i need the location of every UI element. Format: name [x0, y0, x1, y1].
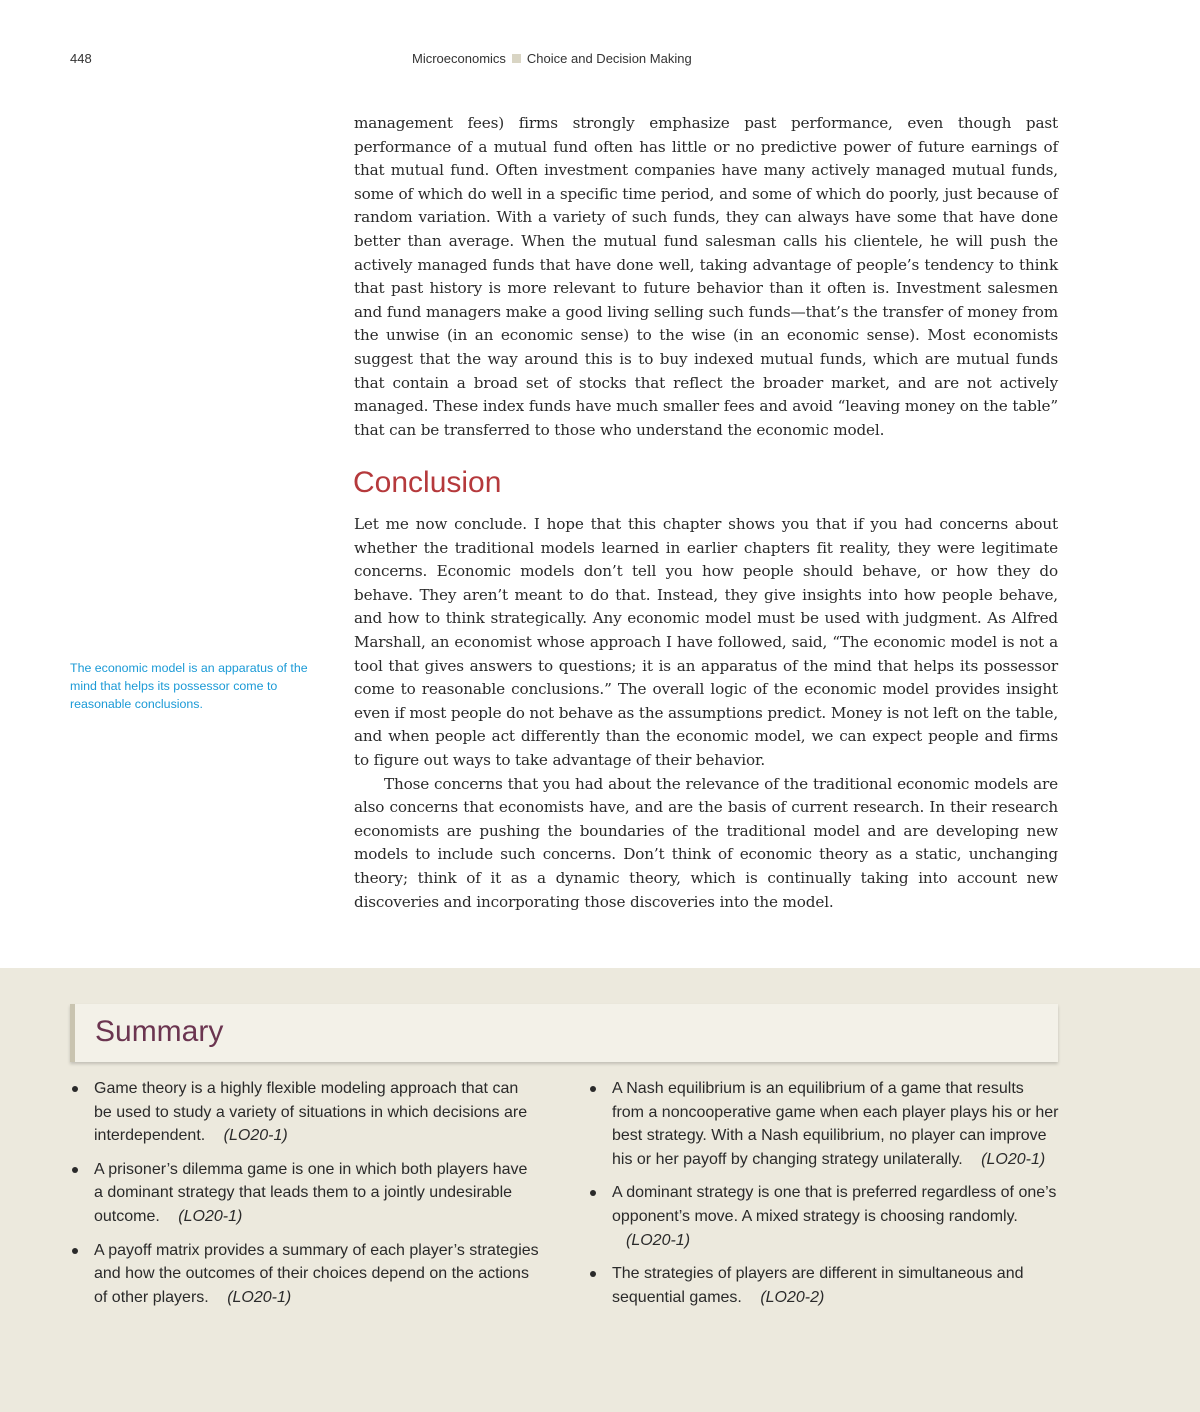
summary-item	[70, 1239, 540, 1310]
learning-objective: (LO20-1)	[178, 1207, 243, 1225]
summary-item-text: A payoff matrix provides a summary of each player’s strategies and how the outcomes of their choices depend on the actions of other players.	[94, 1241, 539, 1306]
chapter-title: Choice and Decision Making	[526, 51, 692, 66]
margin-note: The economic model is an apparatus of the mind that helps its possessor come to reasonable conclusions.	[70, 661, 308, 711]
summary-item-text: A dominant strategy is one that is preferred regardless of one’s opponent’s move. A mixed strategy is choosing randomly.	[612, 1184, 1057, 1225]
summary-item-text: Game theory is a highly flexible modeling approach that can be used to study a variety of situations in which decisions are interdependent.	[94, 1080, 528, 1145]
learning-objective: (LO20-1)	[227, 1288, 292, 1306]
conclusion-paragraph-2: Those concerns that you had about the relevance of the traditional economic models are also concerns that economists have, and are the basis of current research. In their research economists are pushing the boundaries of the traditional model and are developing new models to include such concerns. Don’t think of economic theory as a static, unchanging theory; think of it as a dynamic theory, which is continually taking into account new discoveries and incorporating those discoveries into the model.	[354, 774, 1058, 911]
summary-title: Summary	[95, 1015, 224, 1048]
conclusion-paragraph-1: Let me now conclude. I hope that this chapter shows you that if you had concerns about whether the traditional models learned in earlier chapters fit reality, they were legitimate concerns. Economic models don’t tell you how people should behave, or how they do behave. They aren’t meant to do that. Instead, they give insights into how people behave, and how to think strategically. Any economic model must be used with judgment. As Alfred Marshall, an economist whose approach I have followed, said, “The economic model is not a tool that gives answers to questions; it is an apparatus of the mind that helps its possessor come to reasonable conclusions.” The overall logic of the economic model provides insight even if most people do not behave as the assumptions predict. Money is not left on the table, and when people act differently than the economic model, we can expect people and firms to figure out ways to take advantage of their behavior.	[354, 515, 1058, 769]
bullet-icon	[72, 1248, 78, 1254]
bullet-icon	[590, 1190, 596, 1196]
summary-list-right	[588, 1077, 1060, 1319]
summary-item	[588, 1262, 1060, 1309]
bullet-icon	[590, 1086, 596, 1092]
intro-paragraph: management fees) firms strongly emphasize past performance, even though past performance of a mutual fund often has little or no predictive power of future earnings of that mutual fund. Often investment companies have many actively managed mutual funds, some of which do well in a specific time period, and some of which do poorly, just because of random variation. With a variety of such funds, they can always have some that have done better than average. When the mutual fund salesman calls his clientele, he will push the actively managed funds that have done well, taking advantage of people’s tendency to think that past history is more relevant to future behavior than it often is. Investment salesmen and fund managers make a good living selling such funds—that’s the transfer of money from the unwise (in an economic sense) to the wise (in an economic sense). Most economists suggest that the way around this is to buy indexed mutual funds, which are mutual funds that contain a broad set of stocks that reflect the broader market, and are not actively managed. These index funds have much smaller fees and avoid “leaving money on the table” that can be transferred to those who understand the economic model.	[354, 114, 1058, 439]
summary-item-text: A Nash equilibrium is an equilibrium of a game that results from a noncooperative game when each player plays his or her best strategy. With a Nash equilibrium, no player can improve his or her payoff by changing strategy unilaterally.	[612, 1080, 1059, 1168]
summary-header-bar	[70, 1004, 1058, 1062]
summary-item-text: The strategies of players are different in simultaneous and sequential games.	[612, 1265, 1024, 1306]
book-title: Microeconomics	[412, 51, 506, 66]
summary-item	[70, 1077, 540, 1148]
summary-item	[70, 1158, 540, 1229]
learning-objective: (LO20-1)	[223, 1127, 288, 1145]
bullet-icon	[72, 1167, 78, 1173]
conclusion-section	[354, 513, 1058, 914]
summary-item	[588, 1181, 1060, 1252]
page-number: 448	[70, 51, 92, 66]
running-head-separator	[512, 54, 521, 63]
summary-item	[588, 1077, 1060, 1171]
learning-objective: (LO20-2)	[760, 1288, 825, 1306]
summary-list-left	[70, 1077, 540, 1319]
bullet-icon	[72, 1086, 78, 1092]
summary-item-text: A prisoner’s dilemma game is one in which both players have a dominant strategy that leads them to a jointly undesirable outcome.	[94, 1160, 528, 1225]
running-head	[412, 51, 692, 66]
learning-objective: (LO20-1)	[626, 1231, 691, 1249]
learning-objective: (LO20-1)	[981, 1150, 1046, 1168]
bullet-icon	[590, 1271, 596, 1277]
conclusion-heading: Conclusion	[353, 466, 502, 499]
intro-section	[354, 112, 1058, 442]
